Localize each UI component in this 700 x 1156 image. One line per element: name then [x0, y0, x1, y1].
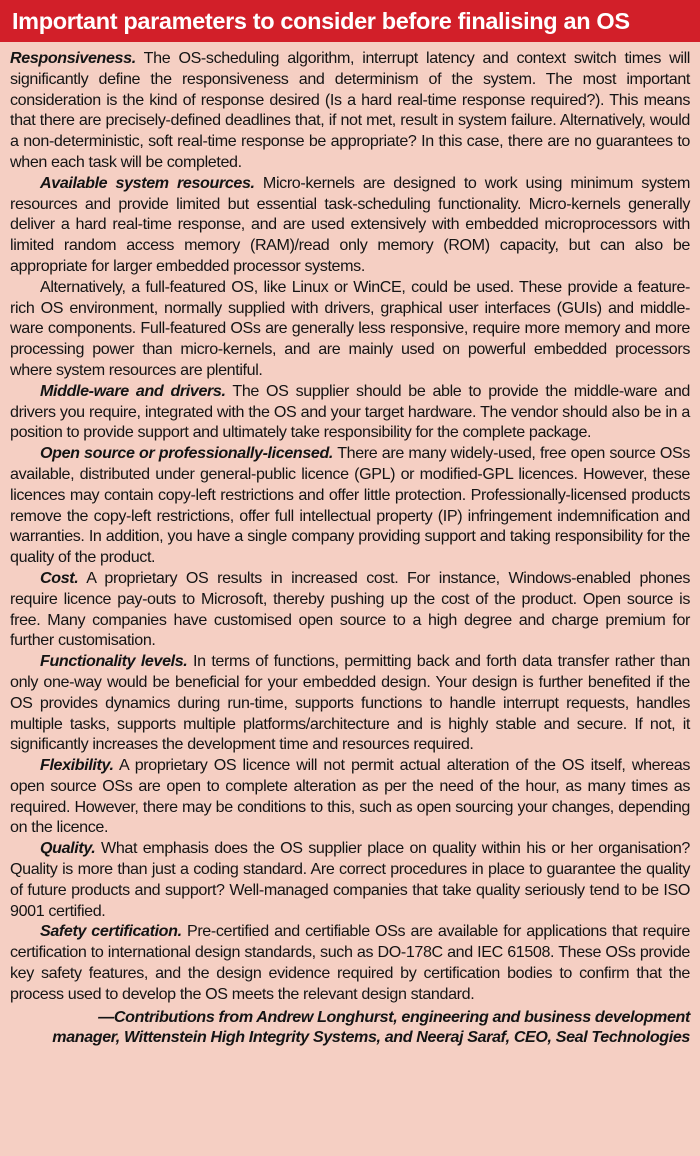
- paragraph-available-system-resources: [10, 173, 690, 277]
- paragraph-lead: Middle-ware and drivers.: [40, 381, 226, 400]
- contributor-credit: [10, 1007, 690, 1049]
- paragraph-text: A proprietary OS results in increased cost. For instance, Windows-enabled phones require licence pay-outs to Microsoft, thereby pushing up the cost of the product. Open source is free. Many companies have customised open source to a high degree and charge premium for further customisation.: [10, 568, 690, 650]
- paragraph-middle-ware-and-drivers: [10, 381, 690, 443]
- paragraph-text: In terms of functions, permitting back and forth data transfer rather than only one-way would be beneficial for your embedded design. Your design is further benefited if the OS provides dynamics during run-time, supports functions to handle interrupt requests, handles multiple tasks, supports multiple platforms/architecture and is highly stable and secure. If not, it significantly increases the development time and resources required.: [10, 652, 690, 754]
- paragraph-responsiveness: [10, 48, 690, 173]
- paragraph-functionality-levels: [10, 651, 690, 755]
- paragraph-safety-certification: [10, 921, 690, 1004]
- paragraph-quality: [10, 838, 690, 921]
- paragraph-open-source: [10, 443, 690, 568]
- paragraph-text: There are many widely-used, free open source OSs available, distributed under general-public licence (GPL) or modified-GPL licences. However, these licences may contain copy-left restrictions and offer little protection. Professionally-licensed products remove the copy-left restrictions, offer full intellectual property (IP) infringement indemnification and warranties. In addition, you have a single company providing support and taking responsibility for the quality of the product.: [10, 444, 691, 567]
- paragraph-cost: [10, 568, 690, 651]
- credit-line-2: manager, Wittenstein High Integrity Systems, and Neeraj Saraf, CEO, Seal Technologies: [52, 1028, 690, 1047]
- paragraph-text: What emphasis does the OS supplier place on quality within his or her organisation? Quality is more than just a coding standard. Are correct procedures in place to guarantee the quality of future products and support? Well-managed companies that take quality seriously tend to be ISO 9001 certified.: [10, 839, 690, 920]
- box-content: [0, 42, 700, 1048]
- paragraph-text: A proprietary OS licence will not permit actual alteration of the OS itself, whereas open source OSs are open to complete alteration as per the need of the hour, as many times as required. However, there may be conditions to this, such as open sourcing your changes, depending on the licence.: [10, 756, 690, 837]
- paragraph-text: Micro-kernels are designed to work using minimum system resources and provide limited but essential task-scheduling functionality. Micro-kernels generally deliver a hard real-time response, and are used extensively with embedded microprocessors with limited random access memory (RAM)/read only memory (ROM) capacity, but can also be appropriate for larger embedded processor systems.: [10, 173, 690, 275]
- paragraph-lead: Quality.: [40, 839, 96, 858]
- credit-line-1: —Contributions from Andrew Longhurst, engineering and business development: [98, 1007, 690, 1026]
- box-title: Important parameters to consider before finalising an OS: [0, 0, 700, 42]
- paragraph-lead: Open source or professionally-licensed.: [40, 444, 334, 463]
- paragraph-text: Pre-certified and certifiable OSs are available for applications that require certification to international design standards, such as DO-178C and IEC 61508. These OSs provide key safety features, and the design evidence required by certification bodies to confirm that the process used to develop the OS meets the relevant design standard.: [10, 922, 690, 1003]
- paragraph-full-featured-os: [10, 277, 690, 381]
- paragraph-text: The OS-scheduling algorithm, interrupt latency and context switch times will significantly define the responsiveness and determinism of the system. The most important consideration is the kind of response desired (Is a hard real-time response required?). This means that there are precisely-defined deadlines that, if not met, result in system failure. Alternatively, would a non-deterministic, soft real-time response be appropriate? In this case, there are no guarantees to when each task will be completed.: [10, 49, 690, 171]
- paragraph-lead: Available system resources.: [40, 173, 255, 192]
- paragraph-text: The OS supplier should be able to provide the middle-ware and drivers you require, integrated with the OS and your target hardware. The vendor should also be in a position to provide support and ultimately take responsibility for the complete package.: [10, 381, 690, 442]
- paragraph-flexibility: [10, 755, 690, 838]
- paragraph-lead: Cost.: [40, 568, 79, 587]
- paragraph-text: Alternatively, a full-featured OS, like Linux or WinCE, could be used. These provide a feature-rich OS environment, normally supplied with drivers, graphical user interfaces (GUIs) and middle-ware components. Full-featured OSs are generally less responsive, require more memory and more processing power than micro-kernels, and are mainly used on powerful embedded processors where system resources are plentiful.: [10, 277, 690, 379]
- paragraph-lead: Responsiveness.: [10, 49, 136, 67]
- paragraph-lead: Safety certification.: [40, 922, 182, 941]
- paragraph-lead: Flexibility.: [40, 756, 114, 775]
- paragraph-lead: Functionality levels.: [40, 652, 188, 671]
